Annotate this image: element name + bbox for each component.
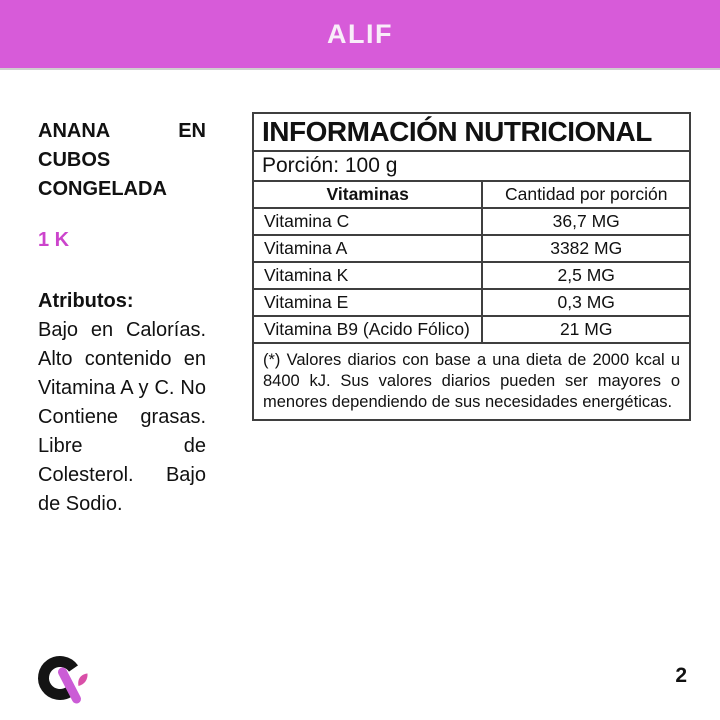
vitamin-amount: 2,5 MG [482,262,690,289]
nutrition-table-body [253,113,690,420]
table-title: INFORMACIÓN NUTRICIONAL [253,113,690,151]
vitamin-name: Vitamina K [253,262,482,289]
product-name: ANANA EN CUBOS CONGELADA [38,120,206,200]
table-row [253,262,690,289]
column-header-vitamins: Vitaminas [253,181,482,208]
table-footnote: (*) Valores diarios con base a una dieta de 2000 kcal u 8400 kJ. Sus valores diarios pueden ser mayores o menores dependiendo de sus necesidades energéticas. [253,343,690,420]
brand-title: ALIF [327,18,393,49]
table-row [253,235,690,262]
page-number: 2 [675,664,687,687]
table-row [253,289,690,316]
vitamin-amount: 36,7 MG [482,208,690,235]
brand-logo-icon [33,648,91,706]
vitamin-amount: 3382 MG [482,235,690,262]
logo-leaf-shape [78,674,87,687]
vitamin-amount: 0,3 MG [482,289,690,316]
table-row [253,208,690,235]
table-footnote-row [253,343,690,420]
attributes-text: Bajo en Calorías. Alto contenido en Vitamina A y C. No Contiene grasas. Libre de Colesterol. Bajo de Sodio. [38,319,206,515]
attributes-heading: Atributos: [38,290,134,312]
table-row [253,316,690,343]
vitamin-name: Vitamina B9 (Acido Fólico) [253,316,482,343]
product-panel [38,112,206,519]
vitamin-name: Vitamina C [253,208,482,235]
nutrition-table [252,112,691,421]
header-bar [0,0,720,68]
product-weight: 1 K [38,229,70,251]
column-header-amount: Cantidad por porción [482,181,690,208]
vitamin-name: Vitamina A [253,235,482,262]
vitamin-amount: 21 MG [482,316,690,343]
table-title-row [253,113,690,151]
portion-label: Porción: 100 g [253,151,690,181]
vitamin-name: Vitamina E [253,289,482,316]
table-column-header-row [253,181,690,208]
table-portion-row [253,151,690,181]
